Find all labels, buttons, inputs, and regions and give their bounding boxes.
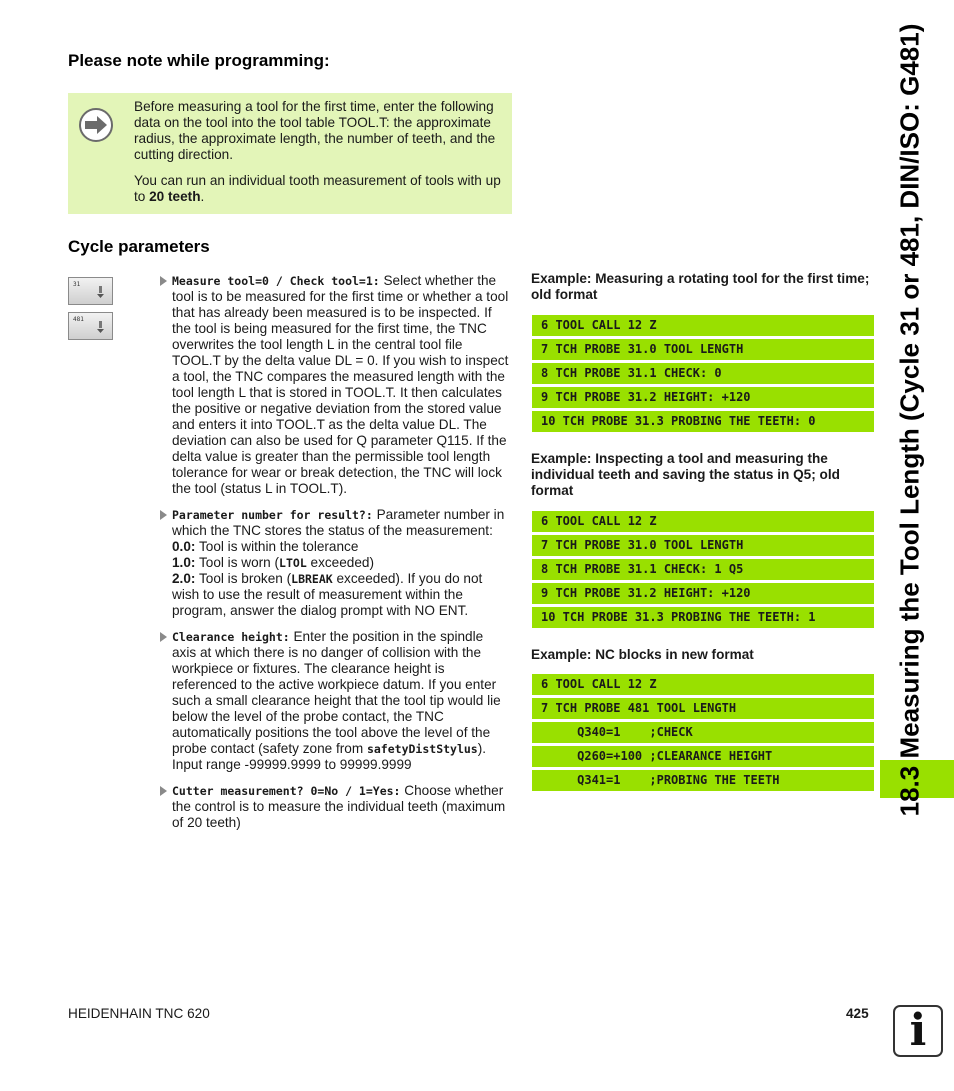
- chapter-side-title: 18.3 Measuring the Tool Length (Cycle 31 or 481, DIN/ISO: G481): [894, 23, 925, 817]
- arrow-right-icon: [78, 107, 114, 143]
- nc-block-line: 9 TCH PROBE 31.2 HEIGHT: +120: [532, 583, 874, 604]
- example-heading: Example: Measuring a rotating tool for the first time; old format: [531, 271, 870, 302]
- param-clearance-height: Clearance height: Enter the position in the spindle axis at which there is no danger of collision with the workpiece or fixtures. The clearance height is referenced to the active workpiece datum. If you enter such a small clearance height that the tool tip would lie below the level of the probe contact, the TNC automatically positions the tool above the level of the probe contact (safety zone from safetyDistStylus). Input range -99999.9999 to 99999.9999: [159, 629, 511, 773]
- nc-block-line: 6 TOOL CALL 12 Z: [532, 674, 874, 695]
- param-measure-check: [159, 273, 511, 497]
- nc-block-line: 10 TCH PROBE 31.3 PROBING THE TEETH: 0: [532, 411, 874, 432]
- nc-block-line: Q341=1 ;PROBING THE TEETH: [532, 770, 874, 791]
- param-description: Parameter number in which the TNC stores the status of the measurement:: [172, 507, 505, 538]
- nc-block-line: 8 TCH PROBE 31.1 CHECK: 1 Q5: [532, 559, 874, 580]
- param-description: Enter the position in the spindle axis at which there is no danger of collision with the workpiece or fixtures. The clearance height is referenced to the active workpiece datum. If you enter such a small clearance height that the tool tip would lie below the level of the probe contact, the TNC automatically positions the tool above the level of the probe contact (safety zone from: [172, 629, 501, 756]
- section-heading-please-note: Please note while programming:: [68, 51, 330, 70]
- param-description: Select whether the tool is to be measured for the first time or whether a tool that has already been measured is to be inspected. If the tool is being measured for the first time, the TNC overwrites the tool length L in the central tool file TOOL.T by the delta value DL = 0. If you wish to inspect a tool, the TNC compares the measured length with the tool length L that is stored in TOOL.T. It then calculates the positive or negative deviation from the stored value and enters it into TOOL.T as the delta value DL. The deviation can also be used for Q parameter Q115. If the delta value is greater than the permissible tool length tolerance for wear or break detection, the TNC will lock the tool (status L in TOOL.T).: [172, 273, 509, 496]
- bullet-triangle-icon: [160, 276, 167, 286]
- cycle-parameter-list: [159, 273, 511, 841]
- cycle-31-icon: 31: [68, 277, 113, 305]
- nc-block-line: 7 TCH PROBE 31.0 TOOL LENGTH: [532, 535, 874, 556]
- nc-block-line: 9 TCH PROBE 31.2 HEIGHT: +120: [532, 387, 874, 408]
- page-number: 425: [846, 1006, 869, 1021]
- nc-block-line: Q260=+100 ;CLEARANCE HEIGHT: [532, 746, 874, 767]
- section-heading-cycle-parameters: Cycle parameters: [68, 237, 210, 256]
- note-paragraph-1: Before measuring a tool for the first time, enter the following data on the tool into the tool table TOOL.T: the approximate radius, the approximate length, the number of teeth, and the cutting direction.: [134, 99, 496, 162]
- note-paragraph-2: You can run an individual tooth measurement of tools with up to 20 teeth.: [134, 173, 501, 204]
- nc-block-line: Q340=1 ;CHECK: [532, 722, 874, 743]
- note-text: [134, 99, 504, 215]
- example-heading: Example: Inspecting a tool and measuring the individual teeth and saving the status in Q5; old format: [531, 451, 840, 498]
- footer-product-name: HEIDENHAIN TNC 620: [68, 1006, 210, 1021]
- nc-block-line: 6 TOOL CALL 12 Z: [532, 315, 874, 336]
- bullet-triangle-icon: [160, 510, 167, 520]
- param-label: Cutter measurement? 0=No / 1=Yes:: [172, 784, 401, 798]
- nc-block-line: 6 TOOL CALL 12 Z: [532, 511, 874, 532]
- nc-block-line: 8 TCH PROBE 31.1 CHECK: 0: [532, 363, 874, 384]
- param-label: Measure tool=0 / Check tool=1:: [172, 274, 380, 288]
- nc-block-line: 10 TCH PROBE 31.3 PROBING THE TEETH: 1: [532, 607, 874, 628]
- param-result-number: Parameter number for result?: Parameter number in which the TNC stores the status of the measurement: 0.0: Tool is within the tolerance 1.0: Tool is worn (LTOL exceeded) 2.0: Tool is broken (LBREAK exceeded). If you do not wish to use the result of measurement within the program, answer the dialog prompt with NO ENT.: [159, 507, 511, 619]
- nc-block-line: 7 TCH PROBE 31.0 TOOL LENGTH: [532, 339, 874, 360]
- info-icon: i: [893, 1005, 943, 1057]
- nc-block-line: 7 TCH PROBE 481 TOOL LENGTH: [532, 698, 874, 719]
- bullet-triangle-icon: [160, 632, 167, 642]
- param-cutter-measurement: [159, 783, 511, 831]
- example-heading: Example: NC blocks in new format: [531, 647, 754, 662]
- param-description: Choose whether the control is to measure the individual teeth (maximum of 20 teeth): [172, 783, 506, 830]
- param-label: Parameter number for result?:: [172, 508, 373, 522]
- param-label: Clearance height:: [172, 630, 290, 644]
- cycle-481-icon: 481: [68, 312, 113, 340]
- bullet-triangle-icon: [160, 786, 167, 796]
